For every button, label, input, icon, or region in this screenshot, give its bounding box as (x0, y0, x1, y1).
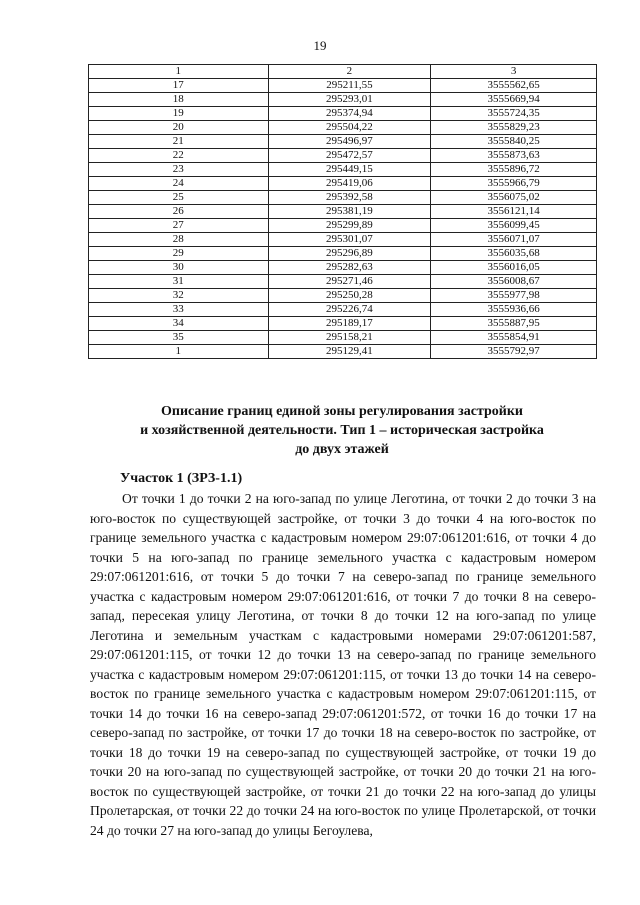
cell-point-number: 24 (89, 177, 269, 191)
cell-point-number: 20 (89, 121, 269, 135)
coordinates-table (88, 64, 597, 359)
cell-x-coordinate: 295250,28 (268, 289, 431, 303)
cell-point-number: 22 (89, 149, 269, 163)
cell-y-coordinate: 3555887,95 (431, 317, 597, 331)
table-row (89, 191, 597, 205)
plot-title: Участок 1 (ЗРЗ-1.1) (120, 471, 243, 486)
cell-point-number: 26 (89, 205, 269, 219)
column-header-y: 3 (431, 65, 597, 79)
cell-x-coordinate: 295374,94 (268, 107, 431, 121)
table-row (89, 93, 597, 107)
cell-x-coordinate: 295129,41 (268, 345, 431, 359)
cell-y-coordinate: 3555977,98 (431, 289, 597, 303)
cell-x-coordinate: 295504,22 (268, 121, 431, 135)
cell-y-coordinate: 3555854,91 (431, 331, 597, 345)
table-row (89, 177, 597, 191)
cell-x-coordinate: 295449,15 (268, 163, 431, 177)
cell-x-coordinate: 295293,01 (268, 93, 431, 107)
table-row (89, 275, 597, 289)
cell-y-coordinate: 3556008,67 (431, 275, 597, 289)
cell-point-number: 34 (89, 317, 269, 331)
table-row (89, 261, 597, 275)
page-number: 19 (313, 38, 327, 53)
section-heading (90, 402, 594, 459)
cell-x-coordinate: 295296,89 (268, 247, 431, 261)
table-row (89, 289, 597, 303)
cell-y-coordinate: 3555724,35 (431, 107, 597, 121)
cell-point-number: 25 (89, 191, 269, 205)
heading-line-2: и хозяйственной деятельности. Тип 1 – историческая застройка (140, 423, 544, 438)
table-row (89, 163, 597, 177)
table-row (89, 205, 597, 219)
cell-y-coordinate: 3556099,45 (431, 219, 597, 233)
cell-y-coordinate: 3556121,14 (431, 205, 597, 219)
cell-y-coordinate: 3555840,25 (431, 135, 597, 149)
cell-x-coordinate: 295271,46 (268, 275, 431, 289)
cell-point-number: 19 (89, 107, 269, 121)
cell-y-coordinate: 3555562,65 (431, 79, 597, 93)
cell-x-coordinate: 295419,06 (268, 177, 431, 191)
table-row (89, 247, 597, 261)
table-row (89, 107, 597, 121)
heading-line-3: до двух этажей (295, 442, 389, 457)
table-body (89, 79, 597, 359)
cell-x-coordinate: 295189,17 (268, 317, 431, 331)
cell-point-number: 21 (89, 135, 269, 149)
cell-y-coordinate: 3555873,63 (431, 149, 597, 163)
cell-x-coordinate: 295301,07 (268, 233, 431, 247)
cell-x-coordinate: 295158,21 (268, 331, 431, 345)
table-row (89, 79, 597, 93)
table-row (89, 345, 597, 359)
table-row (89, 317, 597, 331)
cell-x-coordinate: 295226,74 (268, 303, 431, 317)
column-header-x: 2 (268, 65, 431, 79)
cell-y-coordinate: 3555966,79 (431, 177, 597, 191)
cell-point-number: 32 (89, 289, 269, 303)
table-row (89, 233, 597, 247)
cell-point-number: 17 (89, 79, 269, 93)
cell-point-number: 1 (89, 345, 269, 359)
cell-y-coordinate: 3555829,23 (431, 121, 597, 135)
cell-point-number: 27 (89, 219, 269, 233)
cell-y-coordinate: 3556016,05 (431, 261, 597, 275)
boundary-description: От точки 1 до точки 2 на юго-запад по улице Леготина, от точки 2 до точки 3 на юго-восток по существующей застройке, от точки 3 до точки 4 на юго-восток по границе земельного участка с кадастровым номером 29:07:061201:616, от точки 4 до точки 5 на юго-запад по границе земельного участка с кадастровым номером 29:07:061201:616, от точки 5 до точки 7 на северо-запад по границе земельного участка с кадастровым номером 29:07:061201:616, от точки 7 до точки 8 на северо-запад, пересекая улицу Леготина, от точки 8 до точки 12 на юго-запад по улице Леготина и земельным участкам с кадастровыми номерами 29:07:061201:587, 29:07:061201:115, от точки 12 до точки 13 на северо-запад по границе земельного участка с кадастровым номером 29:07:061201:115, от точки 13 до точки 14 на северо-восток по границе земельного участка с кадастровым номером 29:07:061201:115, от точки 14 до точки 16 на северо-запад 29:07:061201:572, от точки 16 до точки 17 на северо-запад по застройке, от точки 17 до точки 18 на северо-восток по застройке, от точки 18 до точки 19 на северо-запад по существующей застройке, от точки 19 до точки 20 на юго-запад по существующей застройке, от точки 20 до точки 21 на юго-восток по существующей застройке, от точки 21 до точки 22 на юго-запад до улицы Пролетарская, от точки 22 до точки 24 на юго-восток по улице Пролетарской, от точки 24 до точки 27 на юго-запад до улицы Бегоулева, (90, 491, 596, 838)
cell-point-number: 30 (89, 261, 269, 275)
cell-x-coordinate: 295211,55 (268, 79, 431, 93)
table-row (89, 149, 597, 163)
cell-x-coordinate: 295472,57 (268, 149, 431, 163)
table-row (89, 331, 597, 345)
cell-point-number: 31 (89, 275, 269, 289)
cell-point-number: 23 (89, 163, 269, 177)
heading-line-1: Описание границ единой зоны регулирования застройки (161, 404, 523, 419)
table-row (89, 135, 597, 149)
cell-point-number: 35 (89, 331, 269, 345)
cell-point-number: 28 (89, 233, 269, 247)
cell-y-coordinate: 3555669,94 (431, 93, 597, 107)
cell-y-coordinate: 3556075,02 (431, 191, 597, 205)
cell-x-coordinate: 295282,63 (268, 261, 431, 275)
cell-x-coordinate: 295299,89 (268, 219, 431, 233)
cell-y-coordinate: 3555936,66 (431, 303, 597, 317)
cell-x-coordinate: 295496,97 (268, 135, 431, 149)
table-header-row (89, 65, 597, 79)
table-row (89, 303, 597, 317)
table-row (89, 121, 597, 135)
cell-y-coordinate: 3556071,07 (431, 233, 597, 247)
cell-point-number: 29 (89, 247, 269, 261)
cell-y-coordinate: 3556035,68 (431, 247, 597, 261)
cell-y-coordinate: 3555896,72 (431, 163, 597, 177)
cell-x-coordinate: 295392,58 (268, 191, 431, 205)
cell-y-coordinate: 3555792,97 (431, 345, 597, 359)
cell-point-number: 33 (89, 303, 269, 317)
cell-x-coordinate: 295381,19 (268, 205, 431, 219)
cell-point-number: 18 (89, 93, 269, 107)
column-header-point: 1 (89, 65, 269, 79)
table-row (89, 219, 597, 233)
